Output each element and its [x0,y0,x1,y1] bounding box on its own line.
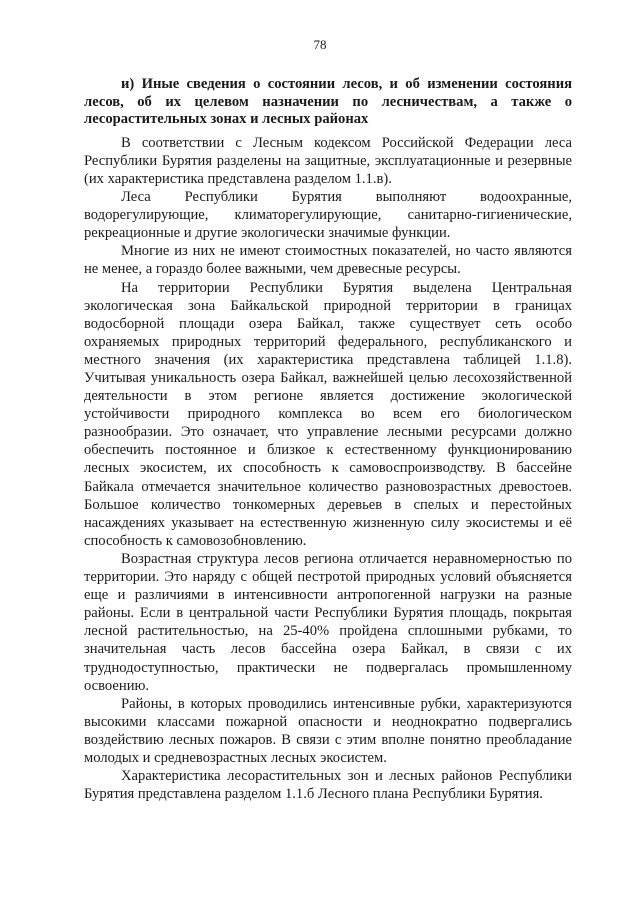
paragraph-forest-categories: В соответствии с Лесным кодексом Российской Федерации леса Республики Бурятия разделены на защитные, эксплуатационные и резервные (их характеристика представлена разделом 1.1.в). [84,134,572,187]
paragraph-forest-zones-reference: Характеристика лесорастительных зон и лесных районов Республики Бурятия представлена разделом 1.1.б Лесного плана Республики Бурятия. [84,768,572,803]
paragraph-forest-functions: Леса Республики Бурятия выполняют водоохранные, водорегулирующие, климаторегулирующие, санитарно-гигиенические, рекреационные и другие экологически значимые функции. [84,189,572,242]
paragraph-age-structure: Возрастная структура лесов региона отличается неравномерностью по территории. Это наряду с общей пестротой природных условий объясняется еще и различиями в интенсивности антропогенной нагрузки на разные районы. Если в центральной части Республики Бурятия площадь, покрытая лесной растительностью, на 25-40% пройдена сплошными рубками, то значительная часть лесов бассейна озера Байкал, в связи с их труднодоступностью, практически не подвергалась промышленному освоению. [84,550,572,694]
section-heading: и) Иные сведения о состоянии лесов, и об изменении состояния лесов, об их целевом назначении по лесничествам, а также о лесорастительных зонах и лесных районах [84,76,572,128]
page-body [84,76,572,803]
paragraph-non-cost-values: Многие из них не имеют стоимостных показателей, но часто являются не менее, а гораздо более важными, чем древесные ресурсы. [84,243,572,278]
page-number: 78 [313,37,327,52]
paragraph-baikal-zone: На территории Республики Бурятия выделена Центральная экологическая зона Байкальской природной территории в границах водосборной площади озера Байкал, также существует сеть особо охраняемых природных территорий федерального, республиканского и местного значения (их характеристика представлена таблицей 1.1.8). Учитывая уникальность озера Байкал, важнейшей целью лесохозяйственной деятельности в этом регионе является достижение экологической устойчивости природного комплекса во всем его биологическом разнообразии. Это означает, что управление лесными ресурсами должно обеспечить постоянное и близкое к естественному функционированию лесных экосистем, их способность к самовоспроизводству. В бассейне Байкала отмечается значительное количество разновозрастных древостоев. Большое количество тонкомерных деревьев в спелых и перестойных насаждениях указывает на естественную жизненную силу экосистемы и её способность к самовозобновлению. [84,279,572,549]
paragraph-logging-fire: Районы, в которых проводились интенсивные рубки, характеризуются высокими классами пожарной опасности и неоднократно подвергались воздействию лесных пожаров. В связи с этим вполне понятно преобладание молодых и средневозрастных лесных экосистем. [84,695,572,766]
